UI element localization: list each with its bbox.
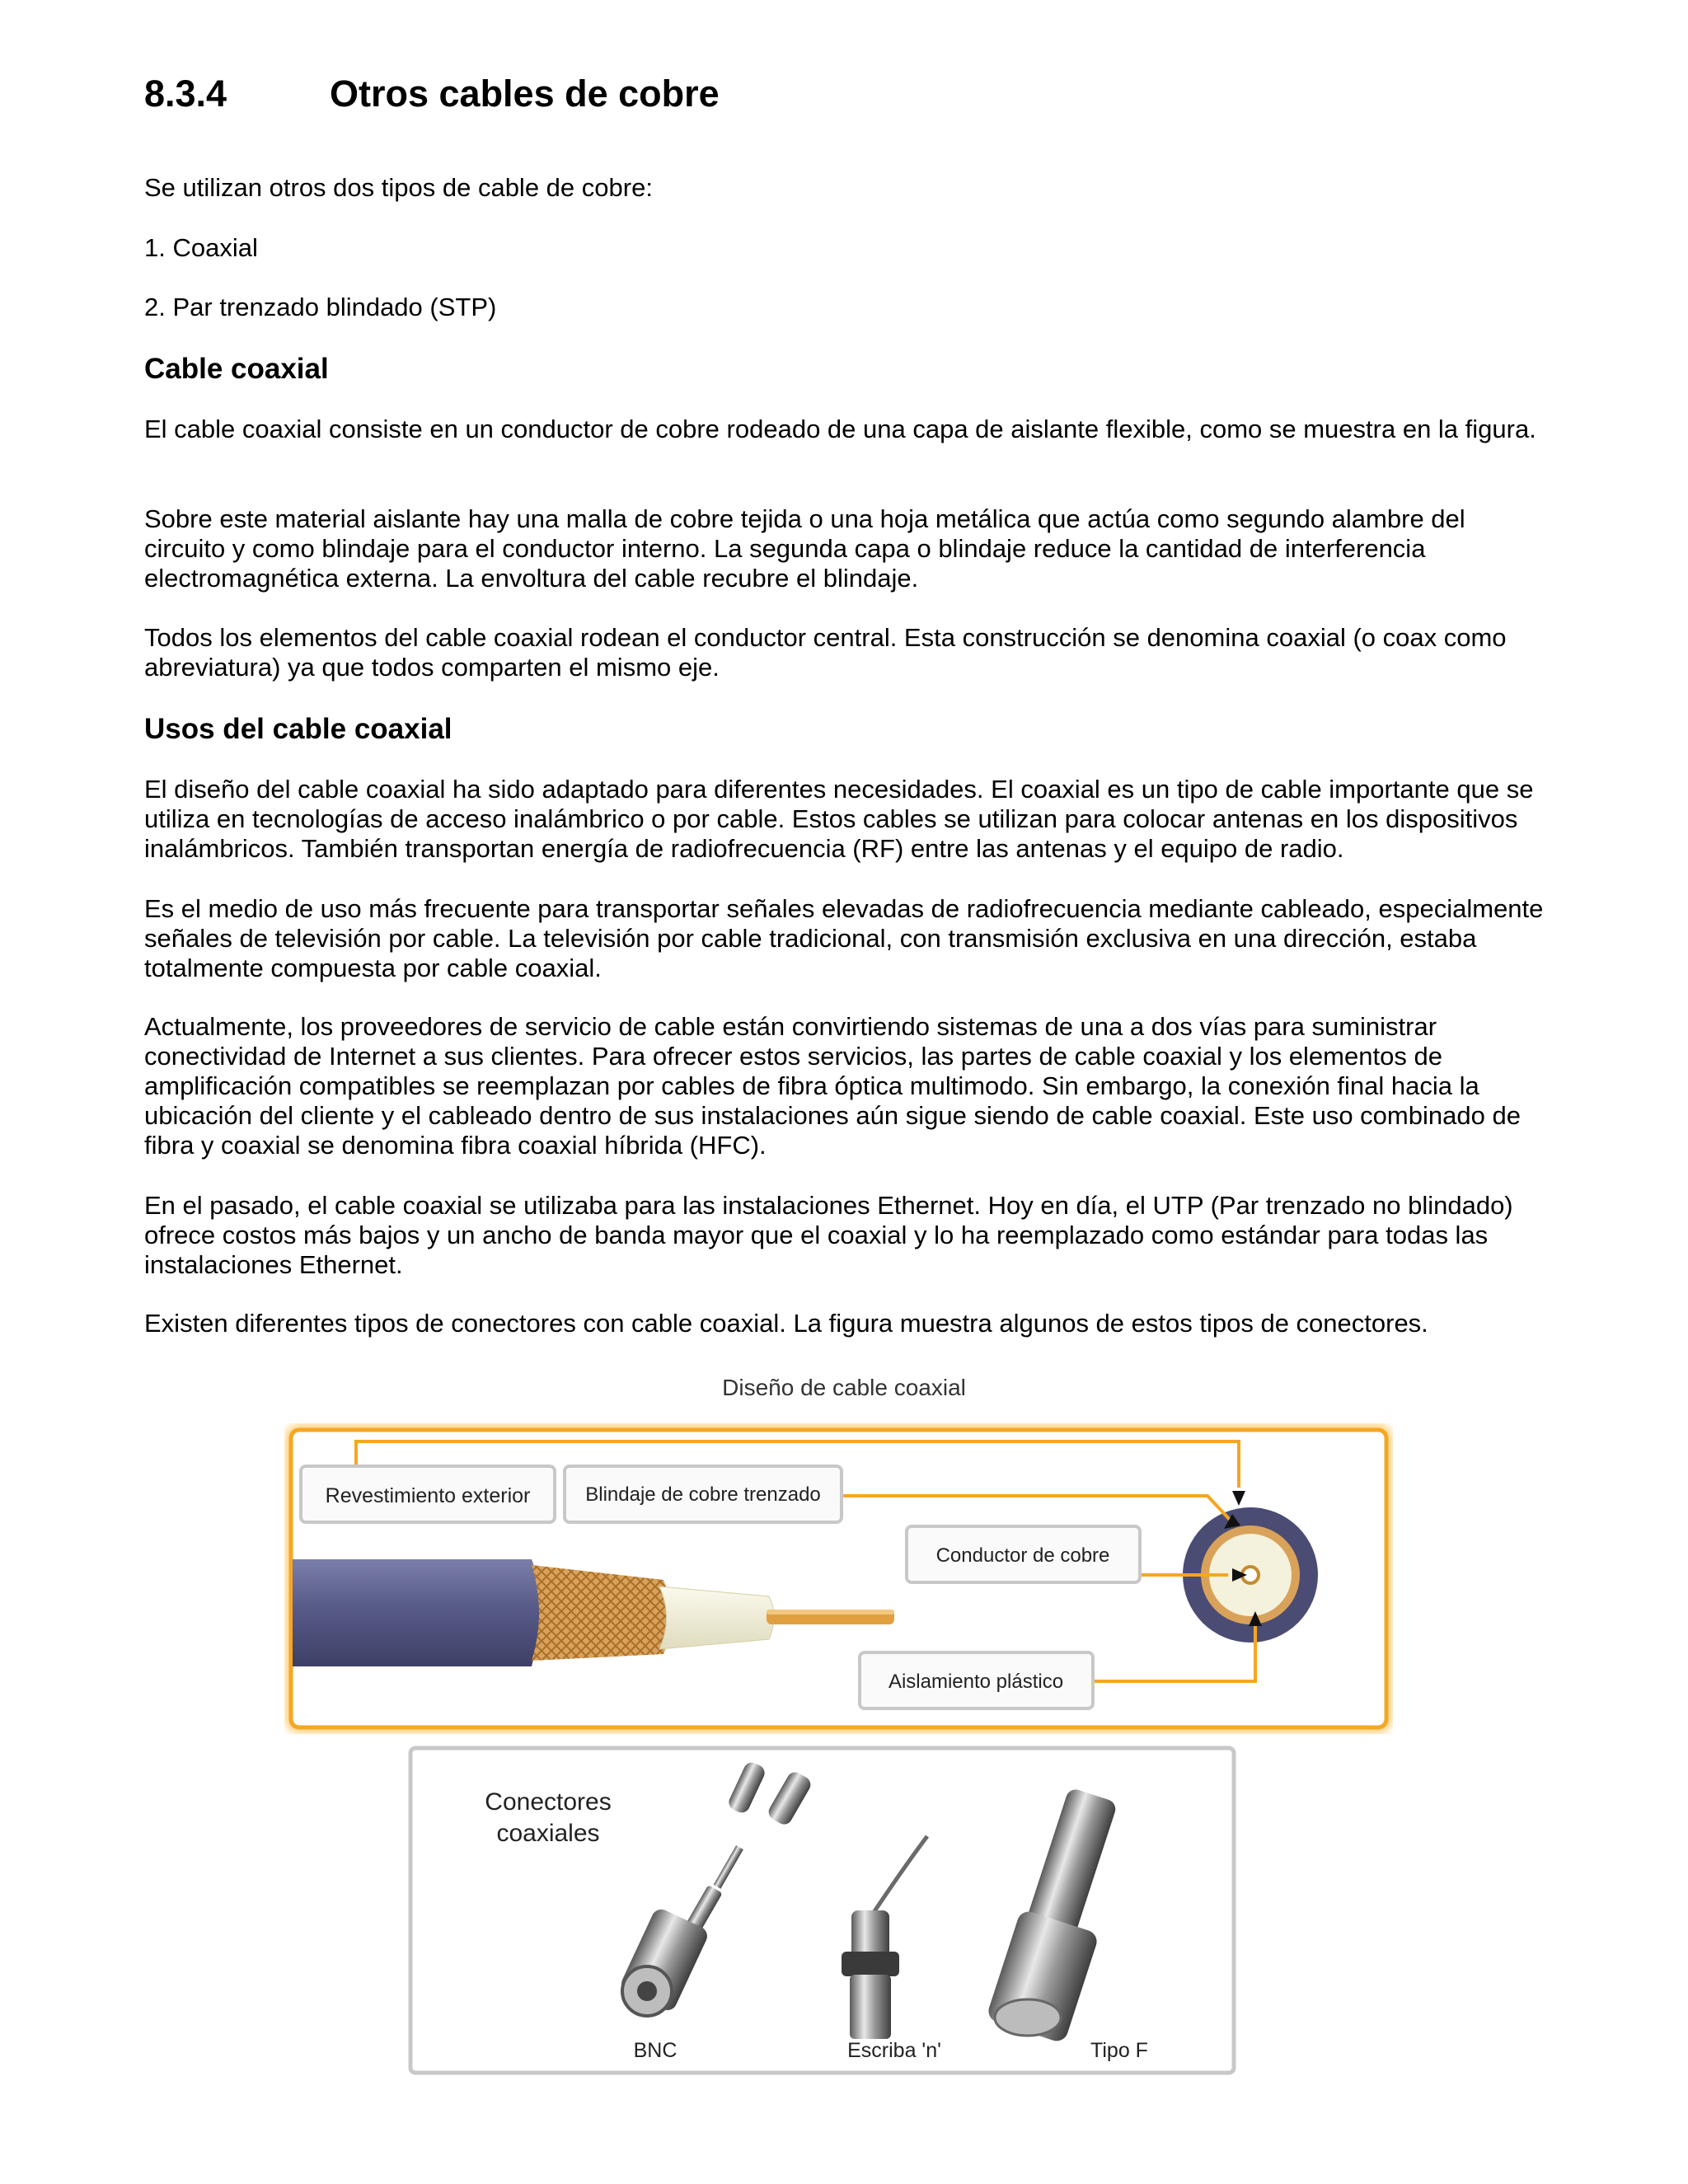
label-braided-shield (565, 1466, 842, 1522)
usos-paragraph-1: El diseño del cable coaxial ha sido adaptado para diferentes necesidades. El coaxial es un tipo de cable importante que se utiliza en tecnologías de acceso inalámbrico o por cable. Estos cables se utilizan para colocar antenas en los dispositivos inalámbricos. También transportan energía de radiofrecuencia (RF) entre las antenas y el equipo de radio. (144, 775, 1534, 863)
cable-jacket (293, 1559, 540, 1666)
label-braided-shield-text: Blindaje de cobre trenzado (585, 1483, 821, 1506)
list-item-1: 1. Coaxial (144, 233, 258, 262)
connector-label-bnc: BNC (633, 2039, 678, 2062)
connector-label-f-type: Tipo F (1090, 2039, 1148, 2062)
connectors-title-line1: Conectores (485, 1788, 612, 1816)
coaxial-paragraph-3: Todos los elementos del cable coaxial rodean el conductor central. Esta construcción se denomina coaxial (o coax como abreviatura) ya que todos comparten el mismo eje. (144, 623, 1507, 682)
usos-paragraph-4: En el pasado, el cable coaxial se utilizaba para las instalaciones Ethernet. Hoy en día, el UTP (Par trenzado no blindado) ofrece costos más bajos y un ancho de banda mayor que el coaxial y lo ha reemplazado como estándar para todas las instalaciones Ethernet. (144, 1191, 1513, 1279)
usos-paragraph-2: Es el medio de uso más frecuente para transportar señales elevadas de radiofrecuencia mediante cableado, especialmente señales de televisión por cable. La televisión por cable tradicional, con transmisión exclusiva en una dirección, estaba totalmente compuesta por cable coaxial. (144, 894, 1544, 982)
cable-braid (532, 1565, 671, 1661)
connector-label-n-type: Escriba 'n' (847, 2039, 941, 2062)
label-plastic-insulation-text: Aislamiento plástico (888, 1671, 1064, 1693)
coaxial-paragraph-2: Sobre este material aislante hay una malla de cobre tejida o una hoja metálica que actúa como segundo alambre del circuito y como blindaje para el conductor interno. La segunda capa o blindaje reduce la cantidad de interferencia electromagnética externa. La envoltura del cable recubre el blindaje. (144, 504, 1465, 593)
label-copper-conductor-text: Conductor de cobre (935, 1544, 1110, 1567)
heading-usos: Usos del cable coaxial (144, 713, 452, 745)
coaxial-design-figure (284, 1423, 1393, 1734)
section-title (144, 73, 720, 115)
label-copper-conductor (907, 1526, 1140, 1582)
coaxial-paragraph-1: El cable coaxial consiste en un conductor de cobre rodeado de una capa de aislante flexible, como se muestra en la figura. (144, 415, 1536, 443)
list-item-2: 2. Par trenzado blindado (STP) (144, 293, 497, 321)
cable-insulation (659, 1586, 774, 1649)
connectors-title-line2: coaxiales (496, 1820, 600, 1847)
intro-text: Se utilizan otros dos tipos de cable de cobre: (144, 173, 653, 202)
coaxial-connectors-figure (408, 1746, 1236, 2075)
usos-paragraph-3: Actualmente, los proveedores de servicio de cable están convirtiendo sistemas de una a dos vías para suministrar conectividad de Internet a sus clientes. Para ofrecer estos servicios, las partes de cable coaxial y los elementos de amplificación compatibles se reemplazan por cables de fibra óptica multimodo. Sin embargo, la conexión final hacia la ubicación del cliente y el cableado dentro de sus instalaciones aún sigue siendo de cable coaxial. Este uso combinado de fibra y coaxial se denomina fibra coaxial híbrida (HFC). (144, 1012, 1521, 1160)
heading-cable-coaxial: Cable coaxial (144, 353, 329, 385)
figure-title: Diseño de cable coaxial (722, 1375, 966, 1400)
section-number: 8.3.4 (144, 73, 227, 115)
label-outer-jacket-text: Revestimiento exterior (325, 1484, 531, 1507)
usos-paragraph-5: Existen diferentes tipos de conectores con cable coaxial. La figura muestra algunos de estos tipos de conectores. (144, 1309, 1428, 1338)
label-plastic-insulation (860, 1652, 1093, 1708)
section-heading: Otros cables de cobre (330, 73, 720, 115)
label-outer-jacket (301, 1466, 555, 1522)
